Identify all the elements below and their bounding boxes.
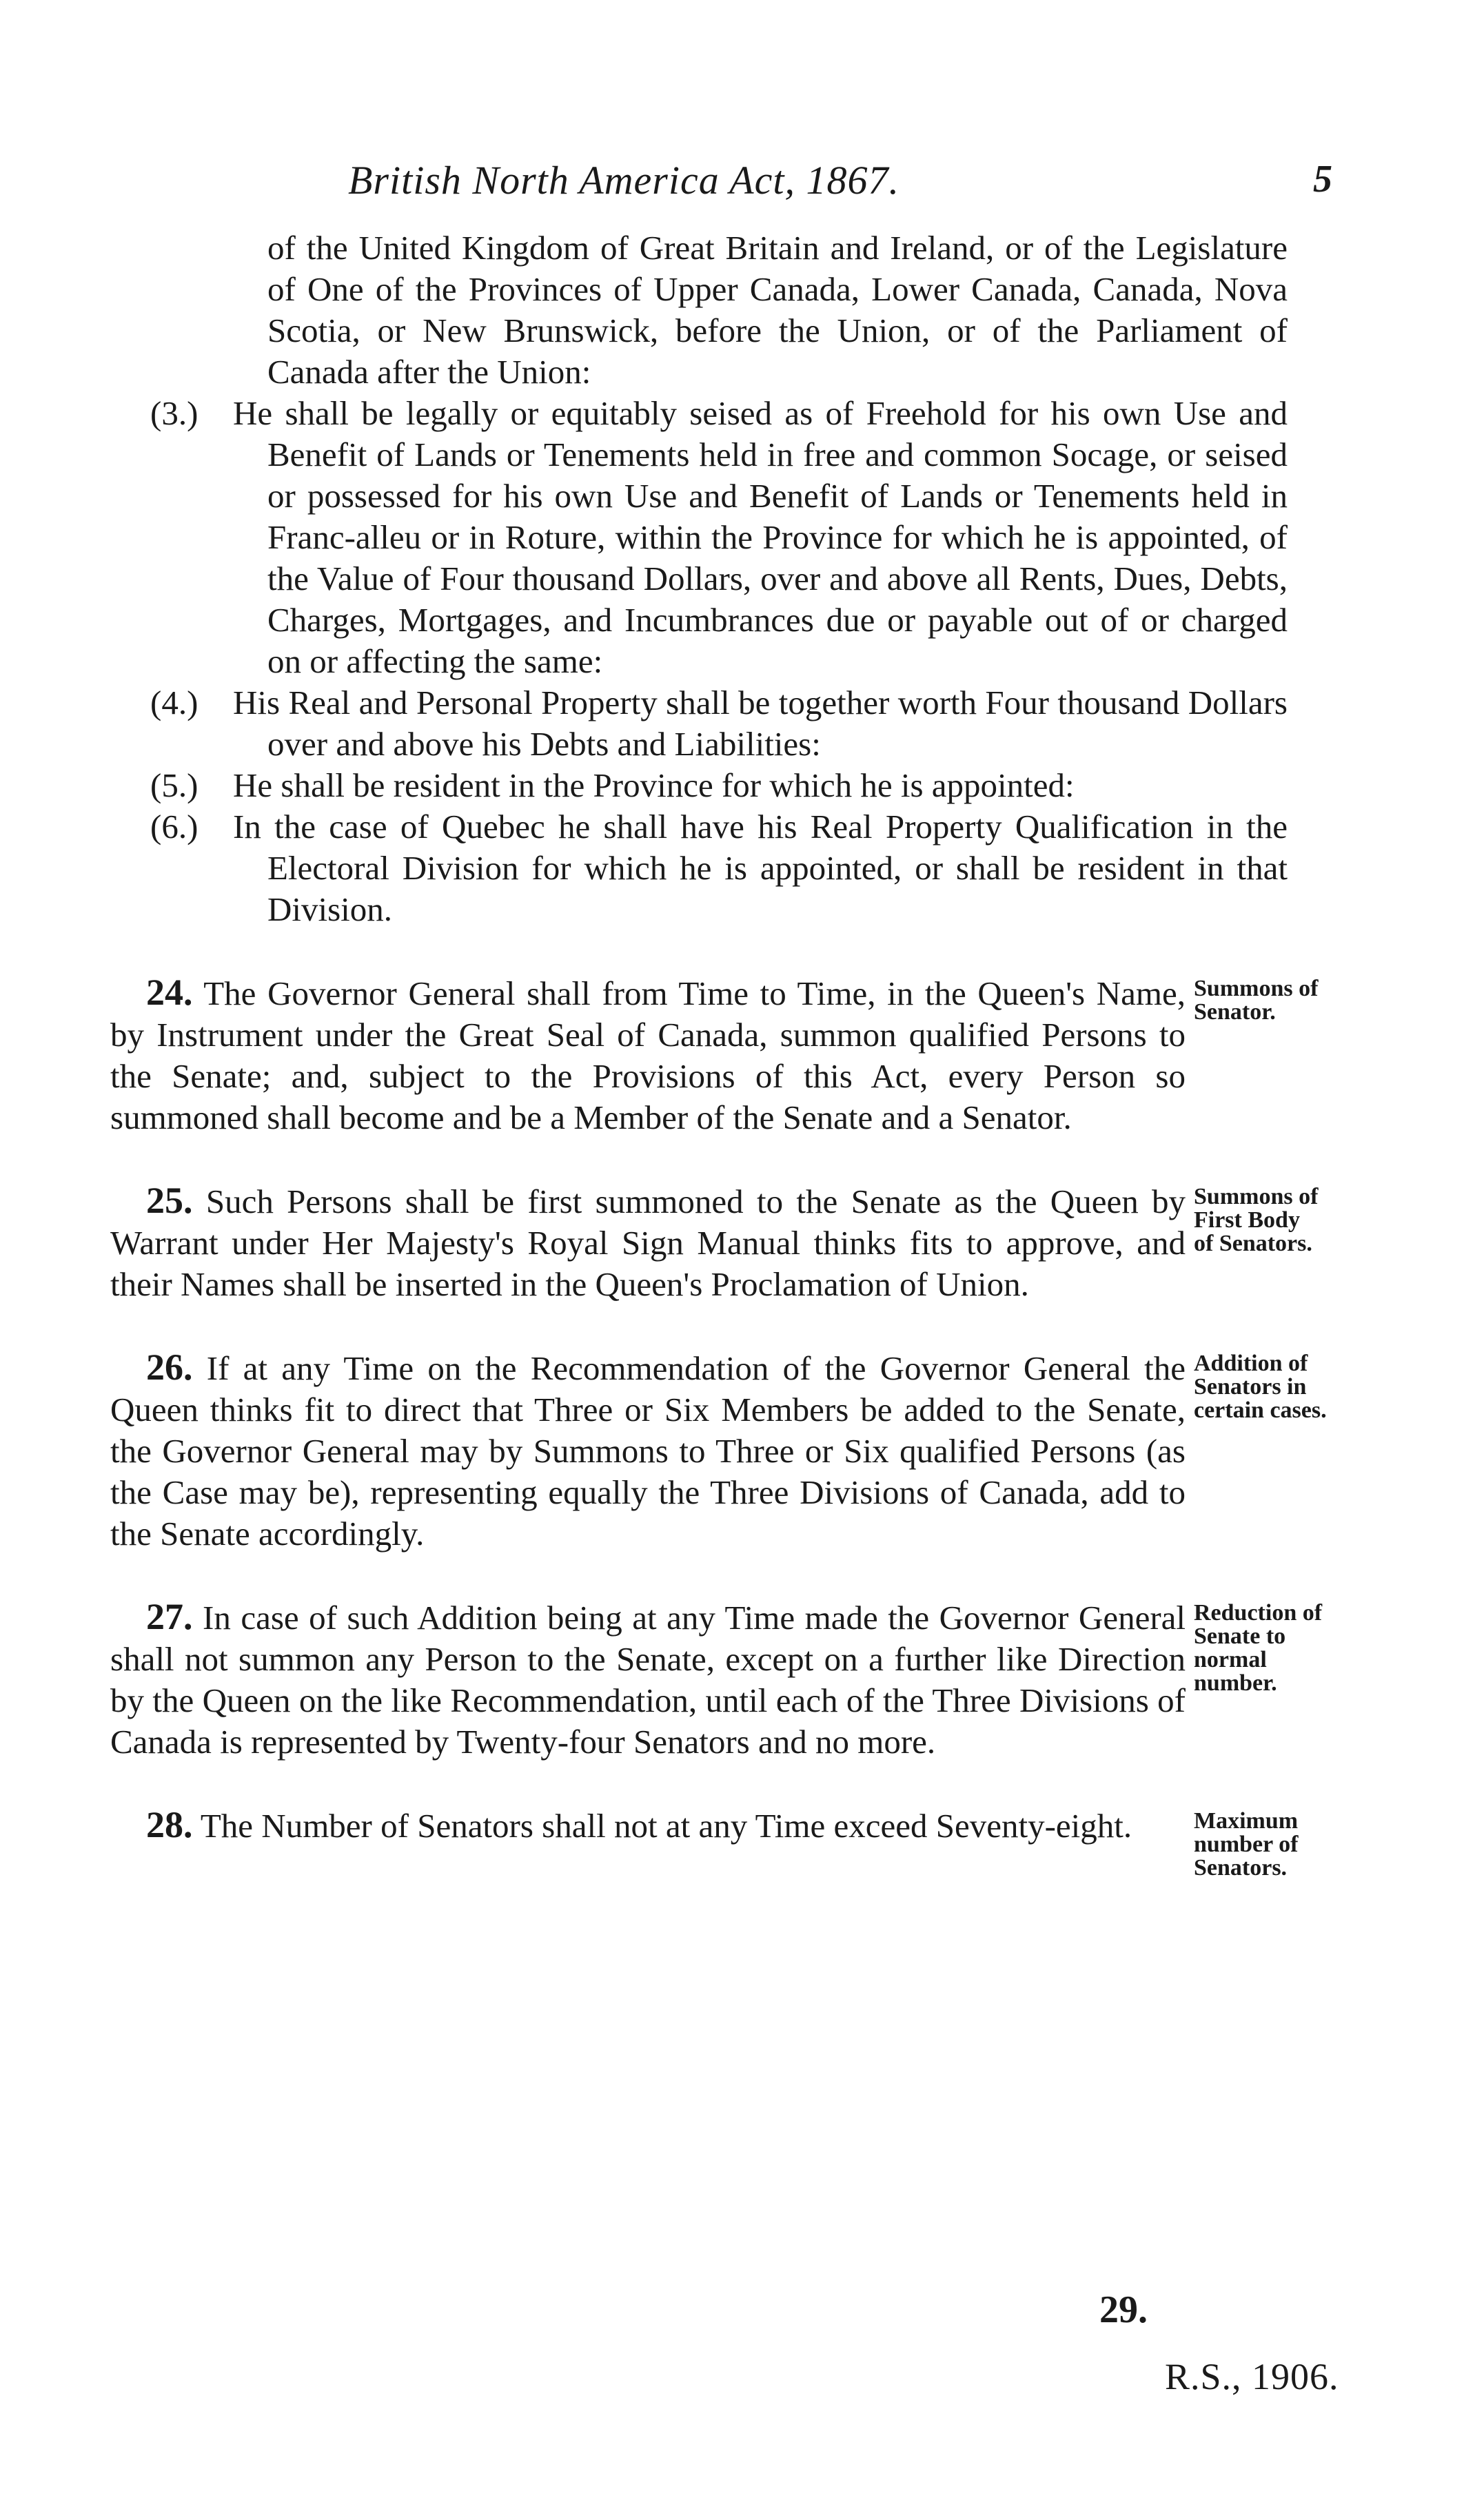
marginal-note-line: Summons of xyxy=(1194,1184,1319,1209)
marginal-note-line: Senate to xyxy=(1194,1623,1286,1649)
section-number: 24. xyxy=(146,972,193,1013)
clause-number: (3.) xyxy=(150,394,199,432)
section-text: The Number of Senators shall not at any Time exceed Seventy-eight. xyxy=(200,1807,1132,1845)
page-number: 5 xyxy=(1313,158,1332,201)
signature-mark: R.S., 1906. xyxy=(1165,2356,1339,2397)
clause-text: His Real and Personal Property shall be together worth Four thousand Dollars over and above his Debts and Liabilities: xyxy=(233,684,1288,763)
marginal-note-line: number. xyxy=(1194,1670,1277,1696)
section-text: The Governor General shall from Time to Time, in the Queen's Name, by Instrument under the Great Seal of Canada, summon qualified Persons to the Senate; and, subject to the Provisions of this Act, every Person so summoned shall become and be a Member of the Senate and a Senator. xyxy=(110,974,1186,1136)
clause-text: He shall be legally or equitably seised as of Freehold for his own Use and Benefit of Lands or Tenements held in free and common Socage, or seised or possessed for his own Use and Benefit of Lands or Tenements held in Franc-alleu or in Roture, within the Province for which he is appointed, of the Value of Four thousand Dollars, over and above all Rents, Dues, Debts, Charges, Mortgages, and Incumbrances due or payable out of or charged on or affecting the same: xyxy=(233,394,1288,680)
marginal-note-line: Senator. xyxy=(1194,999,1276,1025)
clause-6 xyxy=(110,806,1288,930)
marginal-note xyxy=(1194,1601,1401,1695)
marginal-note-line: First Body xyxy=(1194,1207,1300,1233)
marginal-note-line: Summons of xyxy=(1194,976,1319,1001)
marginal-note-line: number of xyxy=(1194,1832,1299,1857)
marginal-note xyxy=(1194,977,1401,1024)
section-27 xyxy=(110,1596,1323,1763)
marginal-note-line: normal xyxy=(1194,1647,1267,1672)
marginal-note-line: Senators. xyxy=(1194,1855,1288,1881)
marginal-note xyxy=(1194,1185,1401,1256)
catchword: 29. xyxy=(1099,2288,1148,2331)
running-title: British North America Act, 1867. xyxy=(348,158,899,203)
section-number: 26. xyxy=(146,1346,193,1388)
section-number: 27. xyxy=(146,1596,193,1637)
section-24 xyxy=(110,972,1319,1138)
main-text xyxy=(110,227,1327,1881)
clause-5 xyxy=(110,765,1288,806)
clause-number: (4.) xyxy=(150,684,199,721)
marginal-note-line: Reduction of xyxy=(1194,1600,1323,1626)
marginal-note-line: Maximum xyxy=(1194,1808,1299,1834)
section-25 xyxy=(110,1180,1319,1305)
section-26 xyxy=(110,1346,1327,1555)
section-text: Such Persons shall be first summoned to the Senate as the Queen by Warrant under Her Majesty's Royal Sign Manual thinks fits to approve, and their Names shall be inserted in the Queen's Proclamation of Union. xyxy=(110,1182,1186,1303)
running-head xyxy=(0,157,1464,205)
marginal-note xyxy=(1194,1810,1401,1880)
clause-number: (5.) xyxy=(150,766,199,804)
clause-4 xyxy=(110,682,1288,765)
marginal-note-line: Addition of xyxy=(1194,1351,1308,1376)
section-text: In case of such Addition being at any Time made the Governor General shall not summon any Person to the Senate, except on a further like Direction by the Queen on the like Recommendation, until each of the Three Divisions of Canada is represented by Twenty-four Senators and no more. xyxy=(110,1599,1186,1761)
clause-number: (6.) xyxy=(150,808,199,846)
marginal-note xyxy=(1194,1352,1401,1422)
section-number: 28. xyxy=(146,1804,193,1845)
marginal-note-line: Senators in xyxy=(1194,1374,1307,1400)
clause-3 xyxy=(110,393,1288,682)
section-28 xyxy=(110,1804,1299,1881)
clause-text: In the case of Quebec he shall have his Real Property Qualification in the Electoral Division for which he is appointed, or shall be resident in that Division. xyxy=(233,808,1288,928)
marginal-note-line: of Senators. xyxy=(1194,1231,1312,1256)
continued-paragraph: of the United Kingdom of Great Britain and Ireland, or of the Legislature of One of the Provinces of Upper Canada, Lower Canada, Canada, Nova Scotia, or New Brunswick, before the Union, or of the Parliament of Canada after the Union: xyxy=(267,229,1288,391)
marginal-note-line: certain cases. xyxy=(1194,1397,1327,1423)
section-text: If at any Time on the Recommendation of the Governor General the Queen thinks fit to direct that Three or Six Members be added to the Senate, the Governor General may by Summons to Three or Six qualified Persons (as the Case may be), representing equally the Three Divisions of Canada, add to the Senate accordingly. xyxy=(110,1349,1186,1553)
section-number: 25. xyxy=(146,1180,193,1221)
clause-text: He shall be resident in the Province for which he is appointed: xyxy=(233,766,1075,804)
